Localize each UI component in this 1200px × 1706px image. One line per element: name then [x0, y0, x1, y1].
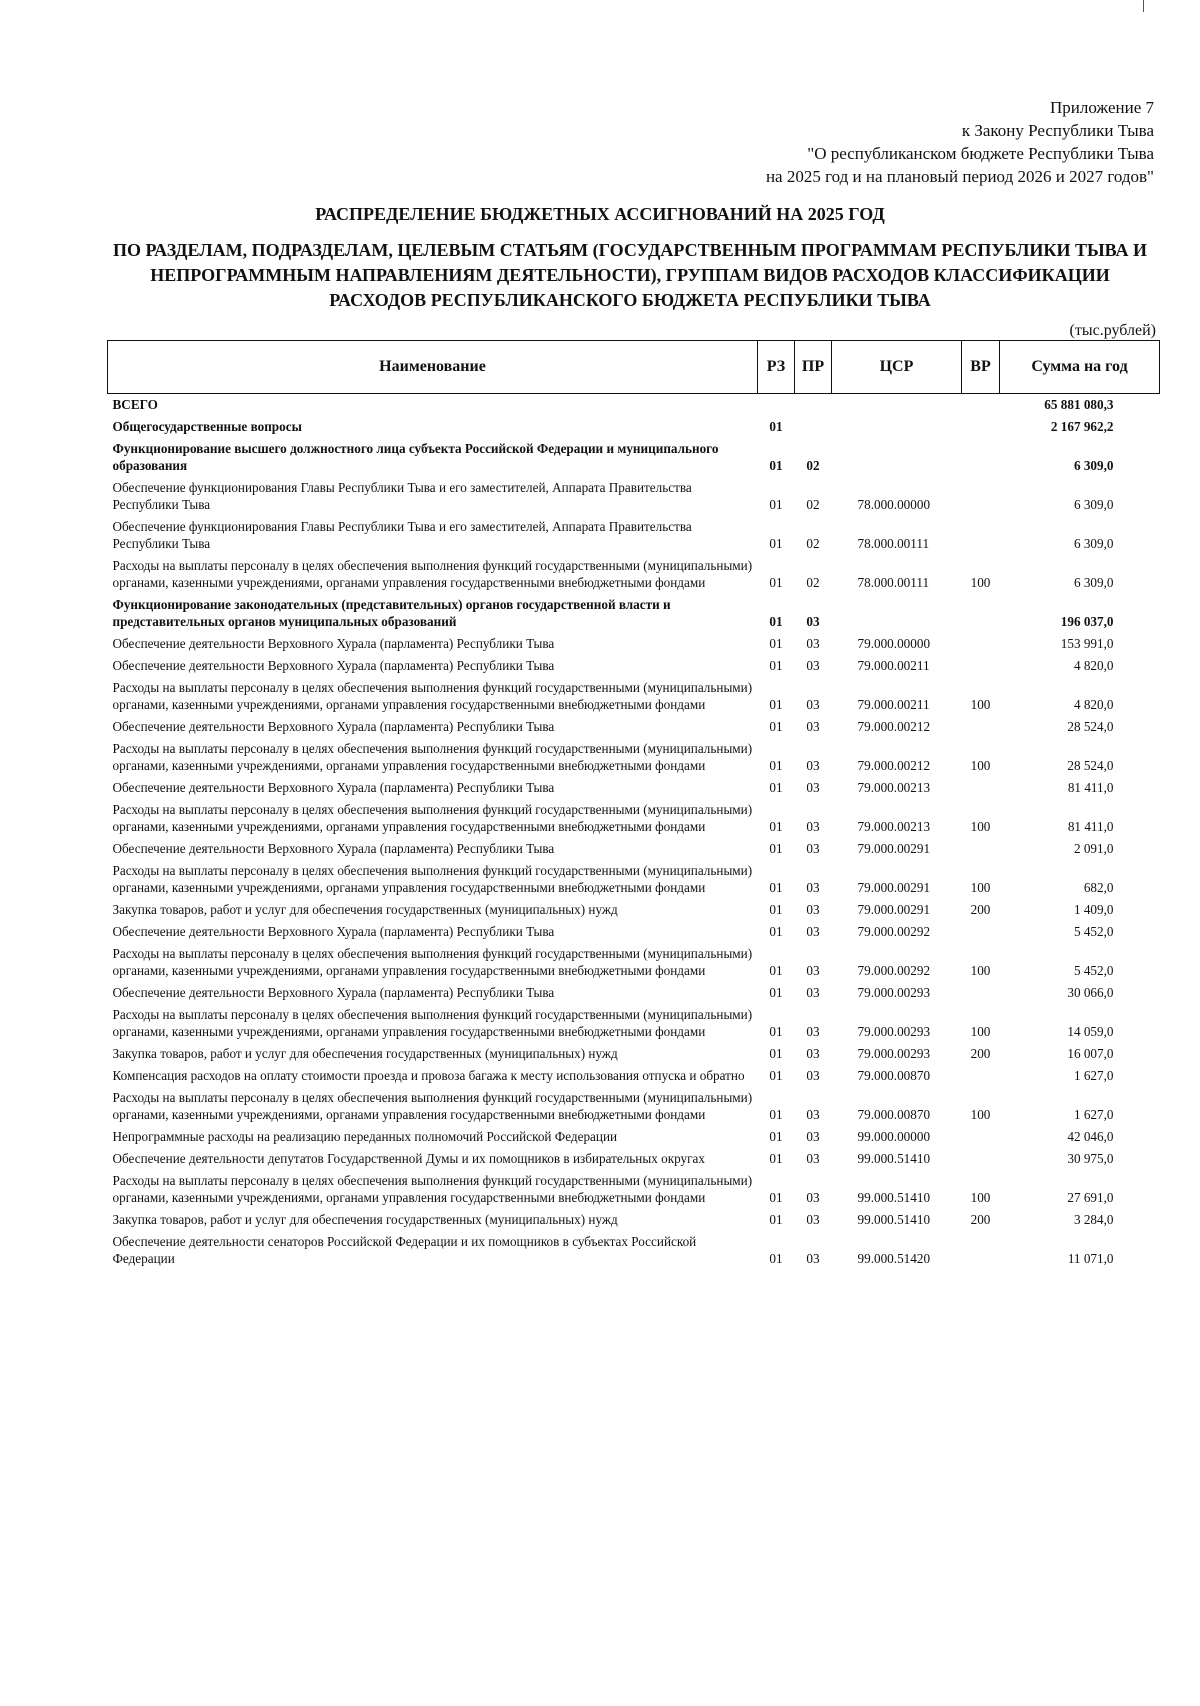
cell-vr [962, 716, 1000, 738]
cell-pr: 03 [806, 1107, 820, 1122]
cell-pr: 02 [806, 536, 820, 551]
cell-rz: 01 [769, 1107, 783, 1122]
cell-sum: 6 309,0 [1073, 536, 1114, 551]
cell-sum: 4 820,0 [1073, 658, 1114, 673]
cell-vr: 100 [970, 575, 991, 590]
cell-name: Расходы на выплаты персоналу в целях обеспечения выполнения функций государственными (муниципальными) органами, казенными учреждениями, органами управления государственными внебюджетными фондами [112, 741, 753, 773]
cell-rz: 01 [769, 1024, 783, 1039]
cell-pr: 02 [806, 497, 820, 512]
cell-csr: 79.000.00870 [857, 1107, 931, 1122]
cell-csr: 99.000.00000 [857, 1129, 931, 1144]
cell-sum: 28 524,0 [1067, 758, 1114, 773]
cell-csr: 79.000.00212 [857, 758, 931, 773]
document-title: РАСПРЕДЕЛЕНИЕ БЮДЖЕТНЫХ АССИГНОВАНИЙ НА 2025 ГОД [315, 204, 885, 224]
cell-vr [962, 1231, 1000, 1270]
cell-pr [795, 394, 832, 417]
cell-name: Обеспечение деятельности Верховного Хурала (парламента) Республики Тыва [112, 985, 555, 1000]
cell-csr: 79.000.00292 [857, 924, 931, 939]
cell-vr [962, 1148, 1000, 1170]
cell-pr: 03 [806, 1151, 820, 1166]
header-rz: РЗ [758, 341, 795, 394]
cell-csr: 78.000.00111 [857, 536, 930, 551]
cell-pr: 03 [806, 924, 820, 939]
cell-pr: 03 [806, 985, 820, 1000]
table-row [108, 1126, 1160, 1148]
cell-name: Функционирование законодательных (представительных) органов государственной власти и представительных органов муниципальных образований [112, 597, 671, 629]
table-row [108, 716, 1160, 738]
cell-sum: 1 409,0 [1073, 902, 1114, 917]
table-row [108, 655, 1160, 677]
cell-csr: 79.000.00213 [857, 780, 931, 795]
cell-pr: 03 [806, 1190, 820, 1205]
cell-pr: 03 [806, 841, 820, 856]
cell-name: Обеспечение деятельности сенаторов Российской Федерации и их помощников в субъектах Российской Федерации [112, 1234, 697, 1266]
table-row [108, 943, 1160, 982]
cell-sum: 30 975,0 [1067, 1151, 1114, 1166]
table-row [108, 677, 1160, 716]
cell-csr: 99.000.51410 [857, 1212, 931, 1227]
cell-vr [962, 1126, 1000, 1148]
cell-sum: 1 627,0 [1073, 1107, 1114, 1122]
cell-csr: 79.000.00870 [857, 1068, 931, 1083]
cell-sum: 11 071,0 [1067, 1251, 1114, 1266]
cell-csr: 79.000.00293 [857, 1024, 931, 1039]
cell-pr: 03 [806, 697, 820, 712]
cell-vr [962, 438, 1000, 477]
cell-vr [962, 777, 1000, 799]
cell-vr [962, 516, 1000, 555]
cell-csr: 78.000.00111 [857, 575, 930, 590]
cell-rz: 01 [769, 1190, 783, 1205]
cell-sum: 81 411,0 [1067, 819, 1114, 834]
cell-name: Компенсация расходов на оплату стоимости проезда и провоза багажа к месту использования отпуска и обратно [112, 1068, 745, 1083]
cell-sum: 2 167 962,2 [1050, 419, 1114, 434]
table-row [108, 921, 1160, 943]
cell-csr: 99.000.51410 [857, 1190, 931, 1205]
cell-pr: 03 [806, 902, 820, 917]
cell-sum: 4 820,0 [1073, 697, 1114, 712]
cell-rz: 01 [769, 458, 783, 473]
cell-pr: 03 [806, 1068, 820, 1083]
cell-name: Расходы на выплаты персоналу в целях обеспечения выполнения функций государственными (муниципальными) органами, казенными учреждениями, органами управления государственными внебюджетными фондами [112, 680, 753, 712]
table-row [108, 738, 1160, 777]
table-header-row [108, 341, 1160, 394]
table-row [108, 516, 1160, 555]
cell-sum: 28 524,0 [1067, 719, 1114, 734]
cell-name: Закупка товаров, работ и услуг для обеспечения государственных (муниципальных) нужд [112, 902, 618, 917]
header-vr: ВР [962, 341, 1000, 394]
cell-csr: 79.000.00293 [857, 985, 931, 1000]
cell-vr: 200 [970, 1046, 991, 1061]
cell-vr: 200 [970, 902, 991, 917]
cell-sum: 5 452,0 [1073, 963, 1114, 978]
cell-vr [962, 594, 1000, 633]
cell-rz: 01 [769, 841, 783, 856]
table-row [108, 1087, 1160, 1126]
cell-vr: 100 [970, 1190, 991, 1205]
cell-sum: 682,0 [1083, 880, 1114, 895]
table-row [108, 838, 1160, 860]
cell-name: Общегосударственные вопросы [112, 419, 302, 434]
cell-rz: 01 [769, 780, 783, 795]
cell-vr: 100 [970, 963, 991, 978]
cell-name: Обеспечение деятельности Верховного Хурала (парламента) Республики Тыва [112, 780, 555, 795]
cell-pr: 03 [806, 1129, 820, 1144]
cell-sum: 5 452,0 [1073, 924, 1114, 939]
cell-rz: 01 [769, 1068, 783, 1083]
cell-rz [758, 394, 795, 417]
table-row [108, 1004, 1160, 1043]
cell-pr: 03 [806, 658, 820, 673]
unit-label: (тыс.рублей) [1069, 322, 1156, 339]
cell-rz: 01 [769, 880, 783, 895]
cell-pr: 03 [806, 1024, 820, 1039]
header-pr: ПР [795, 341, 832, 394]
cell-csr: 99.000.51420 [857, 1251, 931, 1266]
cell-vr: 100 [970, 880, 991, 895]
cell-pr: 03 [806, 758, 820, 773]
cell-name: Обеспечение функционирования Главы Республики Тыва и его заместителей, Аппарата Правительства Республики Тыва [112, 480, 692, 512]
cell-vr [962, 838, 1000, 860]
cell-sum: 30 066,0 [1067, 985, 1114, 1000]
cell-name: Закупка товаров, работ и услуг для обеспечения государственных (муниципальных) нужд [112, 1046, 618, 1061]
cell-name: Расходы на выплаты персоналу в целях обеспечения выполнения функций государственными (муниципальными) органами, казенными учреждениями, органами управления государственными внебюджетными фондами [112, 1173, 753, 1205]
table-row [108, 799, 1160, 838]
cell-name: Расходы на выплаты персоналу в целях обеспечения выполнения функций государственными (муниципальными) органами, казенными учреждениями, органами управления государственными внебюджетными фондами [112, 1090, 753, 1122]
table-row [108, 555, 1160, 594]
table-row [108, 1231, 1160, 1270]
annex-line-3: "О республиканском бюджете Республики Тыва [807, 144, 1154, 163]
cell-csr: 79.000.00292 [857, 963, 931, 978]
table-row [108, 594, 1160, 633]
table-row [108, 477, 1160, 516]
cell-name: Непрограммные расходы на реализацию переданных полномочий Российской Федерации [112, 1129, 618, 1144]
cell-pr: 03 [806, 1212, 820, 1227]
cell-sum: 16 007,0 [1067, 1046, 1114, 1061]
document-subtitle: ПО РАЗДЕЛАМ, ПОДРАЗДЕЛАМ, ЦЕЛЕВЫМ СТАТЬЯМ (ГОСУДАРСТВЕННЫМ ПРОГРАММАМ РЕСПУБЛИКИ ТЫВА И НЕПРОГРАММНЫМ НАПРАВЛЕНИЯМ ДЕЯТЕЛЬНОСТИ), ГРУППАМ ВИДОВ РАСХОДОВ КЛАССИФИКАЦИИ РАСХОДОВ РЕСПУБЛИКАНСКОГО БЮДЖЕТА РЕСПУБЛИКИ ТЫВА [112, 240, 1148, 310]
cell-rz: 01 [769, 1212, 783, 1227]
cell-sum: 27 691,0 [1067, 1190, 1114, 1205]
cell-rz: 01 [769, 1046, 783, 1061]
cell-csr: 79.000.00000 [857, 636, 931, 651]
table-row [108, 416, 1160, 438]
cell-vr [962, 921, 1000, 943]
cell-vr: 100 [970, 1024, 991, 1039]
table-row [108, 438, 1160, 477]
cell-name: Обеспечение деятельности Верховного Хурала (парламента) Республики Тыва [112, 658, 555, 673]
cell-vr [962, 416, 1000, 438]
cell-name: Закупка товаров, работ и услуг для обеспечения государственных (муниципальных) нужд [112, 1212, 618, 1227]
table-row [108, 394, 1160, 417]
cell-pr: 03 [806, 719, 820, 734]
cell-vr [962, 477, 1000, 516]
cell-rz: 01 [769, 697, 783, 712]
table-row [108, 982, 1160, 1004]
cell-pr: 03 [806, 1251, 820, 1266]
cell-rz: 01 [769, 636, 783, 651]
cell-vr: 100 [970, 758, 991, 773]
cell-name: Расходы на выплаты персоналу в целях обеспечения выполнения функций государственными (муниципальными) органами, казенными учреждениями, органами управления государственными внебюджетными фондами [112, 863, 753, 895]
annex-line-4: на 2025 год и на плановый период 2026 и 2027 годов" [765, 167, 1154, 186]
cell-rz: 01 [769, 819, 783, 834]
cell-name: Обеспечение деятельности депутатов Государственной Думы и их помощников в избирательных округах [112, 1151, 705, 1166]
cell-csr: 79.000.00212 [857, 719, 931, 734]
table-row [108, 633, 1160, 655]
cell-rz: 01 [769, 575, 783, 590]
header-name: Наименование [108, 341, 758, 394]
cell-rz: 01 [769, 419, 783, 434]
cell-rz: 01 [769, 758, 783, 773]
cell-vr: 200 [970, 1212, 991, 1227]
cell-rz: 01 [769, 902, 783, 917]
cell-vr [962, 655, 1000, 677]
cell-csr: 79.000.00291 [857, 880, 931, 895]
cell-rz: 01 [769, 658, 783, 673]
cell-name: Обеспечение функционирования Главы Республики Тыва и его заместителей, Аппарата Правительства Республики Тыва [112, 519, 692, 551]
cell-rz: 01 [769, 719, 783, 734]
cell-sum: 42 046,0 [1067, 1129, 1114, 1144]
table-row [108, 1043, 1160, 1065]
cell-rz: 01 [769, 1151, 783, 1166]
cell-sum: 1 627,0 [1073, 1068, 1114, 1083]
table-row [108, 1209, 1160, 1231]
cell-rz: 01 [769, 497, 783, 512]
cell-csr: 79.000.00293 [857, 1046, 931, 1061]
cell-name: Обеспечение деятельности Верховного Хурала (парламента) Республики Тыва [112, 841, 555, 856]
header-sum: Сумма на год [1000, 341, 1160, 394]
cell-pr: 02 [806, 458, 820, 473]
cell-csr [832, 438, 962, 477]
table-row [108, 860, 1160, 899]
cell-pr: 03 [806, 780, 820, 795]
annex-block [766, 96, 1154, 188]
cell-rz: 01 [769, 614, 783, 629]
cell-csr: 79.000.00211 [857, 658, 930, 673]
cell-sum: 6 309,0 [1073, 458, 1114, 473]
cell-name: ВСЕГО [112, 397, 158, 412]
cell-pr: 03 [806, 963, 820, 978]
cell-vr: 100 [970, 1107, 991, 1122]
cell-csr: 79.000.00211 [857, 697, 930, 712]
cell-rz: 01 [769, 985, 783, 1000]
cell-csr: 79.000.00291 [857, 841, 931, 856]
cell-rz: 01 [769, 924, 783, 939]
cell-pr: 03 [806, 880, 820, 895]
table-body [108, 394, 1160, 1271]
cell-rz: 01 [769, 1129, 783, 1144]
cell-sum: 65 881 080,3 [1044, 397, 1114, 412]
table-row [108, 1148, 1160, 1170]
cell-name: Обеспечение деятельности Верховного Хурала (парламента) Республики Тыва [112, 924, 555, 939]
cell-sum: 153 991,0 [1060, 636, 1114, 651]
cell-csr: 79.000.00213 [857, 819, 931, 834]
cell-pr [795, 416, 832, 438]
cell-name: Функционирование высшего должностного лица субъекта Российской Федерации и муниципального образования [112, 441, 719, 473]
annex-line-1: Приложение 7 [1050, 98, 1154, 117]
cell-vr: 100 [970, 819, 991, 834]
cell-vr [962, 1065, 1000, 1087]
cell-sum: 196 037,0 [1060, 614, 1114, 629]
cell-vr [962, 982, 1000, 1004]
table-row [108, 1170, 1160, 1209]
cell-csr: 78.000.00000 [857, 497, 931, 512]
annex-line-2: к Закону Республики Тыва [961, 121, 1154, 140]
table-row [108, 1065, 1160, 1087]
header-csr: ЦСР [832, 341, 962, 394]
cell-sum: 3 284,0 [1073, 1212, 1114, 1227]
cell-vr [962, 633, 1000, 655]
budget-table [107, 340, 1160, 1270]
cell-sum: 81 411,0 [1067, 780, 1114, 795]
cell-name: Расходы на выплаты персоналу в целях обеспечения выполнения функций государственными (муниципальными) органами, казенными учреждениями, органами управления государственными внебюджетными фондами [112, 802, 753, 834]
cell-name: Расходы на выплаты персоналу в целях обеспечения выполнения функций государственными (муниципальными) органами, казенными учреждениями, органами управления государственными внебюджетными фондами [112, 1007, 753, 1039]
cell-csr: 99.000.51410 [857, 1151, 931, 1166]
table-row [108, 899, 1160, 921]
cell-sum: 14 059,0 [1067, 1024, 1114, 1039]
cell-csr [832, 594, 962, 633]
cell-sum: 6 309,0 [1073, 575, 1114, 590]
cell-pr: 03 [806, 1046, 820, 1061]
cell-pr: 02 [806, 575, 820, 590]
cell-name: Обеспечение деятельности Верховного Хурала (парламента) Республики Тыва [112, 719, 555, 734]
cell-csr [832, 394, 962, 417]
cell-sum: 2 091,0 [1073, 841, 1114, 856]
cell-csr: 79.000.00291 [857, 902, 931, 917]
cell-name: Обеспечение деятельности Верховного Хурала (парламента) Республики Тыва [112, 636, 555, 651]
cell-csr [832, 416, 962, 438]
cell-name: Расходы на выплаты персоналу в целях обеспечения выполнения функций государственными (муниципальными) органами, казенными учреждениями, органами управления государственными внебюджетными фондами [112, 558, 753, 590]
cell-pr: 03 [806, 636, 820, 651]
cell-rz: 01 [769, 963, 783, 978]
cell-rz: 01 [769, 1251, 783, 1266]
cell-vr: 100 [970, 697, 991, 712]
cell-sum: 6 309,0 [1073, 497, 1114, 512]
cell-name: Расходы на выплаты персоналу в целях обеспечения выполнения функций государственными (муниципальными) органами, казенными учреждениями, органами управления государственными внебюджетными фондами [112, 946, 753, 978]
cell-vr [962, 394, 1000, 417]
cell-pr: 03 [806, 614, 820, 629]
table-row [108, 777, 1160, 799]
scan-edge-mark [1143, 0, 1144, 12]
cell-rz: 01 [769, 536, 783, 551]
cell-pr: 03 [806, 819, 820, 834]
